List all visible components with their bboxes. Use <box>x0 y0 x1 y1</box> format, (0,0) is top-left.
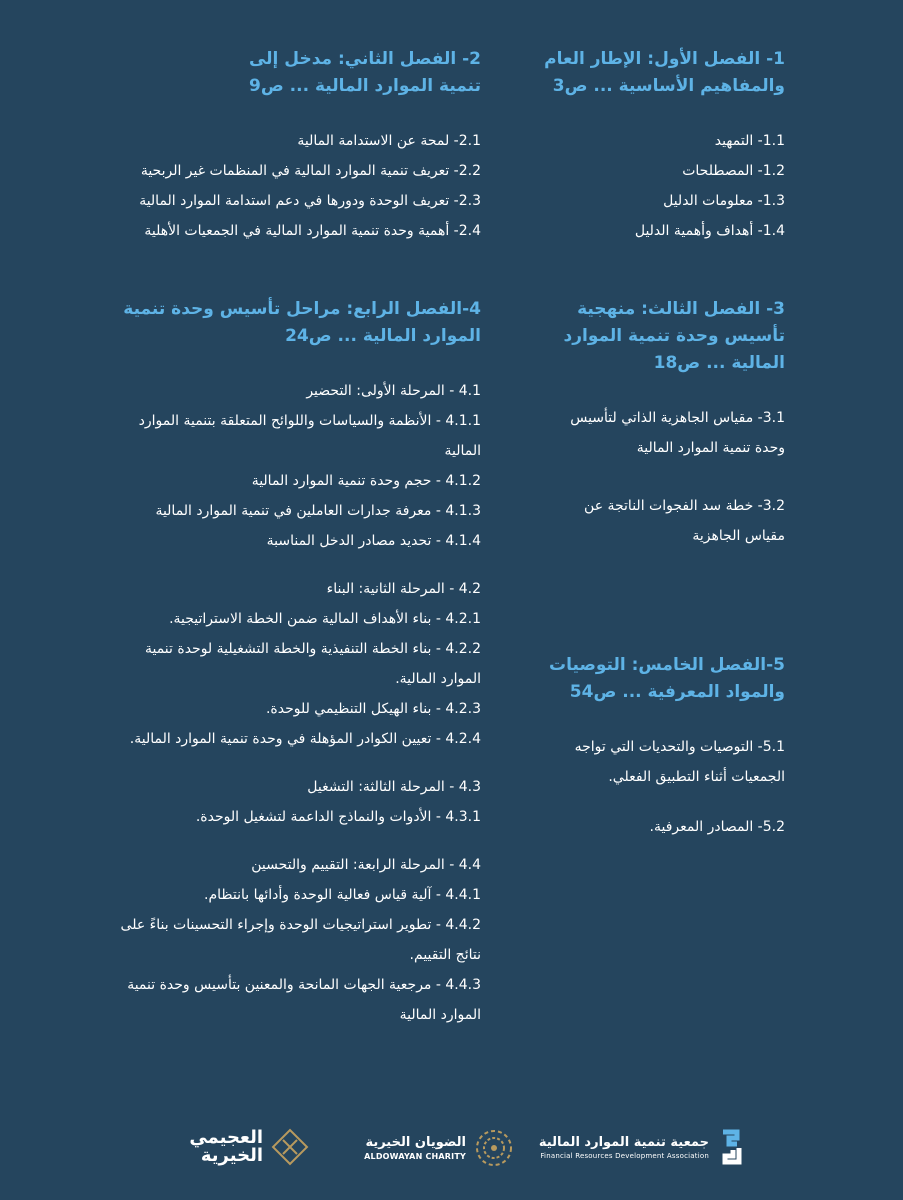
toc-item[interactable]: 4.2 - المرحلة الثانية: البناء <box>326 581 481 597</box>
toc-item[interactable]: 4.4.2 - تطوير استراتيجيات الوحدة وإجراء التحسينات بناءً على نتائج التقييم. <box>120 917 481 963</box>
toc-item[interactable]: 4.1.1 - الأنظمة والسياسات واللوائح المتعلقة بتنمية الموارد المالية <box>138 413 481 459</box>
aldowayan-star-icon <box>474 1128 514 1168</box>
chapter-1-title[interactable]: 1- الفصل الأول: الإطار العام والمفاهيم الأساسية ... ص3 <box>544 49 785 96</box>
toc-item[interactable]: 2.1- لمحة عن الاستدامة المالية <box>297 133 481 149</box>
footer-logos <box>0 1100 903 1200</box>
chapter-2 <box>139 46 481 246</box>
toc-item[interactable]: 5.2- المصادر المعرفية. <box>649 819 785 835</box>
toc-item[interactable]: 4.1.2 - حجم وحدة تنمية الموارد المالية <box>251 473 481 489</box>
frda-logo <box>539 1128 753 1168</box>
frda-mark-icon <box>717 1128 747 1168</box>
chapter-1 <box>485 46 785 246</box>
toc-item[interactable]: 4.2.1 - بناء الأهداف المالية ضمن الخطة الاستراتيجية. <box>169 611 481 627</box>
toc-item[interactable]: 4.2.3 - بناء الهيكل التنظيمي للوحدة. <box>265 701 481 717</box>
toc-item[interactable]: 4.4.3 - مرجعية الجهات المانحة والمعنين بتأسيس وحدة تنمية الموارد المالية <box>127 977 481 1023</box>
alajaimi-name-line1: العجيمي <box>189 1127 263 1148</box>
toc-item[interactable]: 1.2- المصطلحات <box>682 163 785 179</box>
chapter-5-title[interactable]: 5-الفصل الخامس: التوصيات والمواد المعرفية ... ص54 <box>549 655 785 702</box>
toc-item[interactable]: 2.4- أهمية وحدة تنمية الموارد المالية في الجمعيات الأهلية <box>144 223 481 239</box>
frda-name-en: Financial Resources Development Association <box>540 1151 709 1160</box>
toc-item[interactable]: 4.4.1 - آلية قياس فعالية الوحدة وأدائها بانتظام. <box>204 887 481 903</box>
chapter-3 <box>545 296 785 551</box>
frda-name-ar: جمعية تنمية الموارد المالية <box>538 1134 709 1150</box>
toc-item[interactable]: 4.1 - المرحلة الأولى: التحضير <box>306 383 481 399</box>
toc-item[interactable]: 4.3.1 - الأدوات والنماذج الداعمة لتشغيل الوحدة. <box>195 809 481 825</box>
toc-item[interactable]: 4.2.2 - بناء الخطة التنفيذية والخطة التشغيلية لوحدة تنمية الموارد المالية. <box>144 641 481 687</box>
toc-item[interactable]: 4.3 - المرحلة الثالثة: التشغيل <box>307 779 481 795</box>
alajaimi-diamond-icon <box>271 1128 309 1166</box>
alajaimi-name-line2: الخيرية <box>200 1145 263 1166</box>
toc-item[interactable]: 4.2.4 - تعيين الكوادر المؤهلة في وحدة تنمية الموارد المالية. <box>129 731 481 747</box>
toc-item[interactable]: 3.1- مقياس الجاهزية الذاتي لتأسيس وحدة تنمية الموارد المالية <box>570 410 785 456</box>
aldowayan-logo <box>364 1128 518 1168</box>
toc-item[interactable]: 1.4- أهداف وأهمية الدليل <box>634 223 785 239</box>
toc-item[interactable]: 3.2- خطة سد الفجوات الناتجة عن مقياس الجاهزية <box>584 498 785 544</box>
toc-item[interactable]: 1.3- معلومات الدليل <box>663 193 785 209</box>
chapter-2-title[interactable]: 2- الفصل الثاني: مدخل إلى تنمية الموارد المالية ... ص9 <box>248 49 481 96</box>
toc-item[interactable]: 4.1.4 - تحديد مصادر الدخل المناسبة <box>266 533 481 549</box>
alajaimi-logo <box>189 1128 315 1166</box>
toc-item[interactable]: 1.1- التمهيد <box>714 133 785 149</box>
toc-item[interactable]: 5.1- التوصيات والتحديات التي تواجه الجمعيات أثناء التطبيق الفعلي. <box>574 739 785 785</box>
aldowayan-name-en: ALDOWAYAN CHARITY <box>364 1151 466 1161</box>
chapter-4 <box>109 296 481 1030</box>
toc-item[interactable]: 4.4 - المرحلة الرابعة: التقييم والتحسين <box>251 857 481 873</box>
toc-item[interactable]: 2.3- تعريف الوحدة ودورها في دعم استدامة الموارد المالية <box>139 193 481 209</box>
toc-item[interactable]: 4.1.3 - معرفة جدارات العاملين في تنمية الموارد المالية <box>155 503 481 519</box>
aldowayan-name-ar: الضويان الخيرية <box>365 1134 466 1150</box>
chapter-5 <box>535 652 785 842</box>
chapter-4-title[interactable]: 4-الفصل الرابع: مراحل تأسيس وحدة تنمية الموارد المالية ... ص24 <box>123 299 481 346</box>
chapter-3-title[interactable]: 3- الفصل الثالث: منهجية تأسيس وحدة تنمية الموارد المالية ... ص18 <box>563 299 785 373</box>
toc-item[interactable]: 2.2- تعريف تنمية الموارد المالية في المنظمات غير الربحية <box>140 163 481 179</box>
